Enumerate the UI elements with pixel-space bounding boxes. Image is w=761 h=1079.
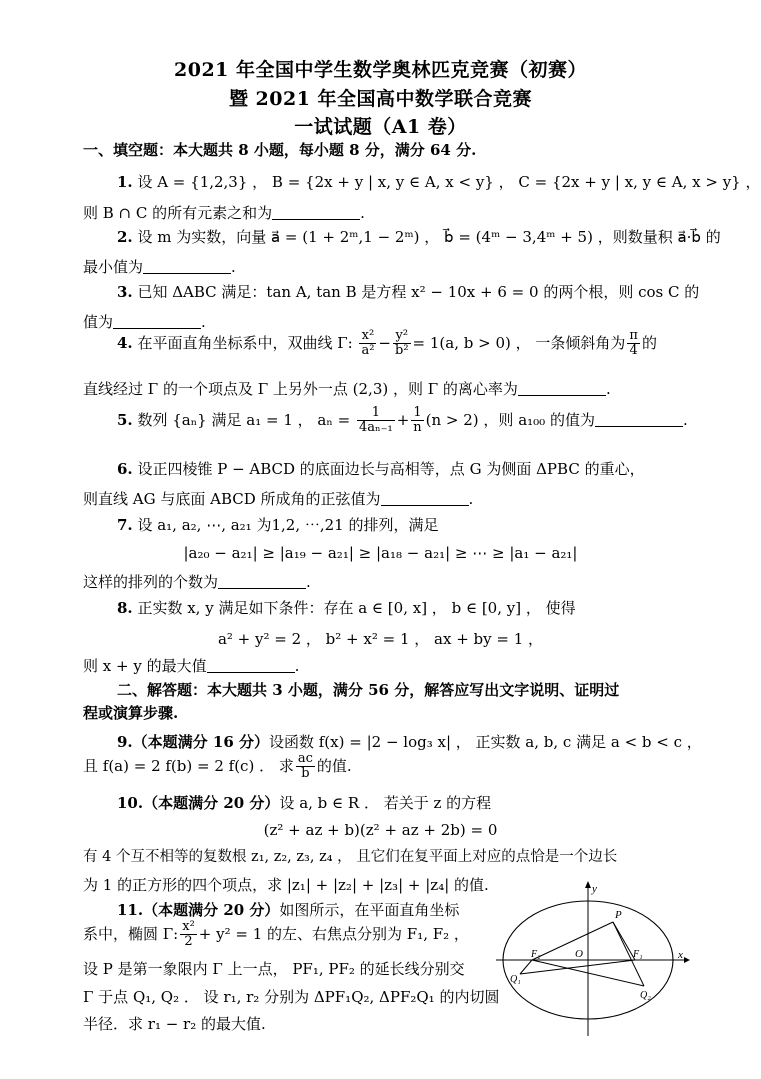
- q11-fraction-x2-2: [180, 920, 197, 950]
- q8-line1: [117, 599, 576, 617]
- q8-formula: a² + y² = 2 ， b² + x² = 1 ， ax + by = 1 ，: [217, 630, 544, 648]
- q4-line2: [83, 379, 611, 398]
- q1-text2: 则 B ∩ C 的所有元素之和为: [83, 204, 273, 222]
- q2-text2: 最小值为: [83, 258, 144, 276]
- label-F2: F₂: [531, 949, 541, 960]
- q5-line1: [117, 406, 688, 436]
- q8-line3: [83, 656, 299, 675]
- q4-frac-c-den: 4: [629, 343, 638, 359]
- q5-plus: +: [396, 410, 410, 429]
- q1-text1: 设 A = {1,2,3} ， B = {2x + y | x, y ∈ A, x < y} ， C = {2x + y | x, y ∈ A, x > y} ，: [132, 173, 761, 191]
- q8-number: 8.: [117, 599, 133, 617]
- q5-end: .: [682, 410, 688, 429]
- q4-text1c: 的: [641, 333, 657, 352]
- q6-answer-blank[interactable]: [381, 489, 469, 506]
- q9-text2a: 且 f(a) = 2 f(b) = 2 f(c) ． 求: [83, 756, 294, 775]
- q3-number: 3.: [117, 283, 133, 301]
- q8-end: .: [294, 657, 300, 675]
- q11-line1: [117, 901, 459, 919]
- label-P: P: [615, 909, 622, 921]
- q5-text1a: 数列 {aₙ} 满足 a₁ = 1 ， aₙ =: [132, 410, 351, 429]
- label-O: O: [575, 948, 583, 960]
- q4-fraction-pi-4: [627, 329, 640, 359]
- q7-formula: |a₂₀ − a₂₁| ≥ |a₁₉ − a₂₁| ≥ |a₁₈ − a₂₁| ≥ ⋯ ≥ |a₁ − a₂₁|: [183, 544, 578, 562]
- q10-text1: 设 a, b ∈ R ． 若关于 z 的方程: [279, 794, 492, 812]
- q4-fraction-x2-a2: [359, 329, 376, 359]
- q6-end: .: [468, 490, 474, 508]
- q3-text2: 值为: [83, 313, 114, 331]
- q2-text1: 设 m 为实数，向量 a⃗ = (1 + 2ᵐ,1 − 2ᵐ) ， b⃗ = (4ᵐ − 3,4ᵐ + 5) ，则数量积 a⃗·b⃗ 的: [132, 228, 721, 246]
- q11-text2b: + y² = 1 的左、右焦点分别为 F₁, F₂ ，: [198, 924, 469, 943]
- q9-label: 9.（本题满分 16 分）: [117, 733, 269, 751]
- q4-frac-a-den: a²: [361, 343, 375, 359]
- q4-frac-c-num: π: [629, 328, 638, 343]
- q8-answer-blank[interactable]: [207, 656, 295, 673]
- q7-text3: 这样的排列的个数为: [83, 573, 219, 591]
- label-x: x: [678, 949, 683, 961]
- exam-title-line2: 暨 2021 年全国高中数学联合竞赛: [228, 88, 533, 110]
- q4-fraction-y2-b2: [393, 329, 411, 359]
- q10-formula: (z² + az + b)(z² + az + 2b) = 0: [263, 821, 498, 839]
- q5-text1b: (n > 2) ，则 a₁₀₀ 的值为: [425, 410, 595, 429]
- q7-line1: [117, 516, 438, 534]
- q11-frac-den: 2: [184, 934, 193, 950]
- q9-line2: [83, 752, 352, 782]
- q6-line2: [83, 489, 473, 508]
- q7-answer-blank[interactable]: [218, 572, 306, 589]
- q4-text1a: 在平面直角坐标系中，双曲线 Γ:: [132, 333, 353, 352]
- q6-number: 6.: [117, 460, 133, 478]
- x-axis-arrow: [684, 957, 690, 963]
- q3-line1: [117, 283, 699, 301]
- exam-title-line1: 2021 年全国中学生数学奥林匹克竞赛（初赛）: [174, 59, 587, 81]
- segment-P-F1: [613, 922, 635, 960]
- label-Q2: Q₂: [640, 990, 651, 1001]
- q1-line2: [83, 203, 365, 222]
- q3-answer-blank[interactable]: [113, 312, 201, 329]
- q3-text1: 已知 ΔABC 满足：tan A, tan B 是方程 x² − 10x + 6 = 0 的两个根，则 cos C 的: [132, 283, 700, 301]
- q9-text1: 设函数 f(x) = |2 − log₃ x| ， 正实数 a, b, c 满足 a < b < c ，: [268, 733, 702, 751]
- q4-frac-a-num: x²: [359, 329, 376, 344]
- q3-end: .: [201, 313, 206, 331]
- segment-Q1-F1: [520, 960, 635, 974]
- q2-line1: [117, 228, 721, 246]
- q1-number: 1.: [117, 173, 133, 191]
- q10-line3: 有 4 个互不相等的复数根 z₁, z₂, z₃, z₄ ， 且它们在复平面上对应的点恰是一个边长: [83, 849, 618, 865]
- q1-line1: [117, 173, 761, 191]
- section2-line1: 二、解答题：本大题共 3 小题，满分 56 分，解答应写出文字说明、证明过: [117, 681, 620, 699]
- q9-frac-den: b: [301, 766, 310, 782]
- q5-fraction-2: [411, 406, 423, 436]
- q9-fraction-ac-b: [296, 752, 315, 782]
- q5-answer-blank[interactable]: [595, 410, 683, 427]
- q6-line1: [117, 460, 645, 478]
- exam-title-line3: 一试试题（A1 卷）: [294, 116, 467, 138]
- y-axis-arrow: [585, 881, 591, 888]
- q10-line4: 为 1 的正方形的四个项点，求 |z₁| + |z₂| + |z₃| + |z₄| 的值.: [83, 876, 489, 894]
- q11-text2a: 系中，椭圆 Γ:: [83, 924, 179, 943]
- q9-text2b: 的值.: [316, 756, 352, 775]
- label-Q1: Q₁: [510, 974, 521, 985]
- q4-number: 4.: [117, 333, 133, 352]
- q4-minus: −: [378, 333, 391, 352]
- q11-line3: 设 P 是第一象限内 Γ 上一点， PF₁, PF₂ 的延长线分别交: [83, 960, 465, 978]
- label-F1: F₁: [633, 949, 643, 960]
- q4-line1: [117, 329, 657, 359]
- q5-fraction-1: [357, 406, 395, 436]
- q5-frac2-den: n: [413, 420, 422, 436]
- q6-text2: 则直线 AG 与底面 ABCD 所成角的正弦值为: [83, 490, 381, 508]
- q11-line2: [83, 920, 469, 950]
- q11-label: 11.（本题满分 20 分）: [117, 901, 280, 919]
- q5-frac1-num: 1: [357, 406, 395, 421]
- q2-answer-blank[interactable]: [143, 257, 231, 274]
- q7-number: 7.: [117, 516, 133, 534]
- q4-frac-b-num: y²: [393, 329, 411, 344]
- section2-line2: 程或演算步骤.: [83, 704, 179, 722]
- q4-frac-b-den: b²: [395, 343, 409, 359]
- q6-text1: 设正四棱锥 P − ABCD 的底面边长与高相等，点 G 为侧面 ΔPBC 的重心，: [132, 460, 645, 478]
- q4-text1b: = 1(a, b > 0) ， 一条倾斜角为: [412, 333, 626, 352]
- q4-text2: 直线经过 Γ 的一个项点及 Γ 上另外一点 (2,3) ，则 Γ 的离心率为: [83, 380, 518, 398]
- q5-frac1-den: 4aₙ₋₁: [358, 420, 393, 436]
- ellipse-figure: [492, 878, 692, 1038]
- q11-line4: Γ 于点 Q₁, Q₂ ． 设 r₁, r₂ 分别为 ΔPF₁Q₂, ΔPF₂Q₁ 的内切圆: [83, 988, 500, 1006]
- section1-heading: 一、填空题：本大题共 8 小题，每小题 8 分，满分 64 分.: [83, 141, 477, 159]
- q4-end: .: [605, 380, 611, 398]
- q2-number: 2.: [117, 228, 133, 246]
- q10-label: 10.（本题满分 20 分）: [117, 794, 280, 812]
- q2-end: .: [231, 258, 236, 276]
- q7-line3: [83, 572, 311, 591]
- q9-frac-num: ac: [297, 751, 313, 766]
- q5-number: 5.: [117, 410, 133, 429]
- q8-text1: 正实数 x, y 满足如下条件：存在 a ∈ [0, x] ， b ∈ [0, y] ， 使得: [132, 599, 576, 617]
- q7-text1: 设 a₁, a₂, ⋯, a₂₁ 为1,2, ⋯,21 的排列，满足: [132, 516, 439, 534]
- q4-answer-blank[interactable]: [518, 379, 606, 396]
- q8-text3: 则 x + y 的最大值: [83, 657, 207, 675]
- q1-answer-blank[interactable]: [272, 203, 360, 220]
- segment-F2-Q1: [520, 960, 532, 974]
- q7-end: .: [306, 573, 311, 591]
- q9-line1: [117, 733, 702, 751]
- q11-text1: 如图所示，在平面直角坐标: [279, 901, 460, 919]
- label-y: y: [592, 883, 597, 895]
- q2-line2: [83, 257, 236, 276]
- q1-end: .: [360, 204, 365, 222]
- q10-line1: [117, 794, 491, 812]
- q11-frac-num: x²: [182, 919, 195, 934]
- q11-line5: 半径．求 r₁ − r₂ 的最大值.: [83, 1015, 266, 1033]
- segment-F2-P: [532, 922, 613, 960]
- q5-frac2-num: 1: [411, 406, 423, 421]
